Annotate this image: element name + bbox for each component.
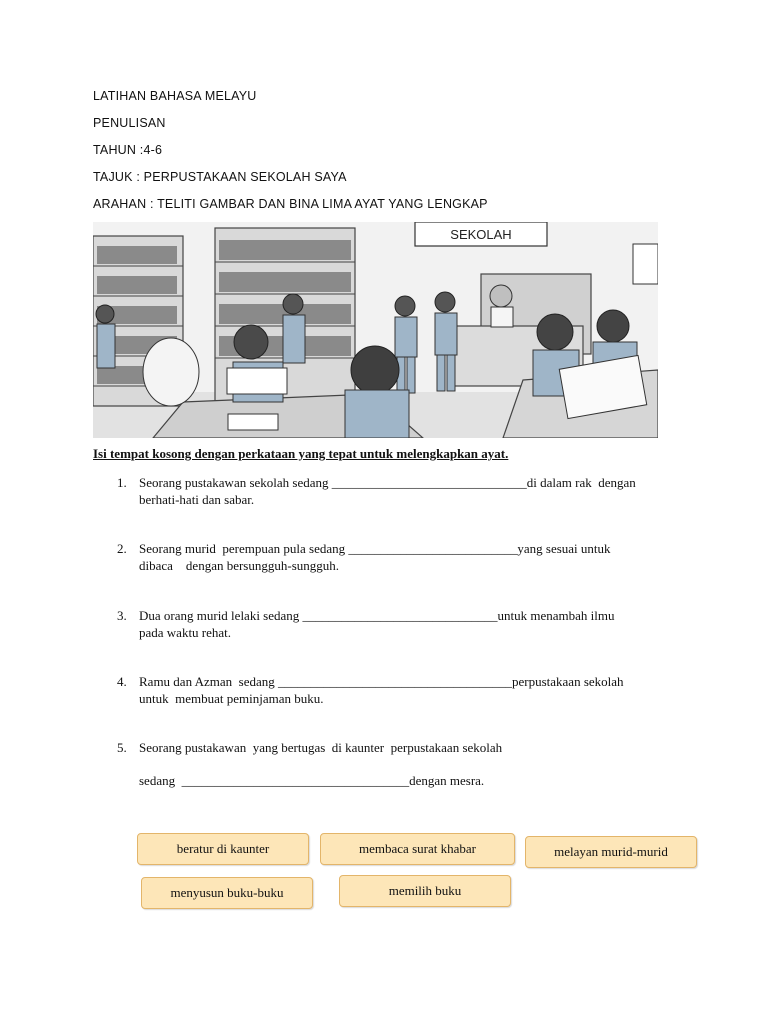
- library-illustration: [93, 222, 658, 438]
- word-bank-chip[interactable]: membaca surat khabar: [320, 833, 515, 865]
- question-text-continued: pada waktu rehat.: [139, 625, 232, 640]
- sekolah-sign: SEKOLAH: [450, 227, 512, 242]
- question-number: 3.: [117, 608, 127, 623]
- worksheet-subject: PENULISAN: [93, 116, 166, 130]
- word-bank-chip[interactable]: memilih buku: [339, 875, 511, 907]
- worksheet-year: TAHUN :4-6: [93, 143, 163, 157]
- worksheet-directive: ARAHAN : TELITI GAMBAR DAN BINA LIMA AYAT YANG LENGKAP: [93, 197, 488, 211]
- word-bank-chip[interactable]: beratur di kaunter: [137, 833, 309, 865]
- instruction-text: Isi tempat kosong dengan perkataan yang tepat untuk melengkapkan ayat.: [93, 446, 509, 461]
- question-text: Seorang murid perempuan pula sedang __________________________yang sesuai untuk: [139, 541, 611, 556]
- question-text-continued: sedang ___________________________________dengan mesra.: [139, 773, 485, 788]
- word-bank-chip[interactable]: menyusun buku-buku: [141, 877, 313, 909]
- word-bank-chip[interactable]: melayan murid-murid: [525, 836, 697, 868]
- question-text-continued: dibaca dengan bersungguh-sungguh.: [139, 558, 340, 573]
- worksheet-topic: TAJUK : PERPUSTAKAAN SEKOLAH SAYA: [93, 170, 347, 184]
- question-number: 1.: [117, 475, 127, 490]
- question-text-continued: berhati-hati dan sabar.: [139, 492, 255, 507]
- worksheet-title: LATIHAN BAHASA MELAYU: [93, 89, 257, 103]
- question-text: Seorang pustakawan yang bertugas di kaunter perpustakaan sekolah: [139, 740, 503, 755]
- question-number: 4.: [117, 674, 127, 689]
- question-text: Ramu dan Azman sedang ____________________________________perpustakaan sekolah: [139, 674, 624, 689]
- question-number: 2.: [117, 541, 127, 556]
- question-number: 5.: [117, 740, 127, 755]
- question-text-continued: untuk membuat peminjaman buku.: [139, 691, 324, 706]
- question-text: Dua orang murid lelaki sedang ______________________________untuk menambah ilmu: [139, 608, 615, 623]
- question-text: Seorang pustakawan sekolah sedang ______________________________di dalam rak dengan: [139, 475, 636, 490]
